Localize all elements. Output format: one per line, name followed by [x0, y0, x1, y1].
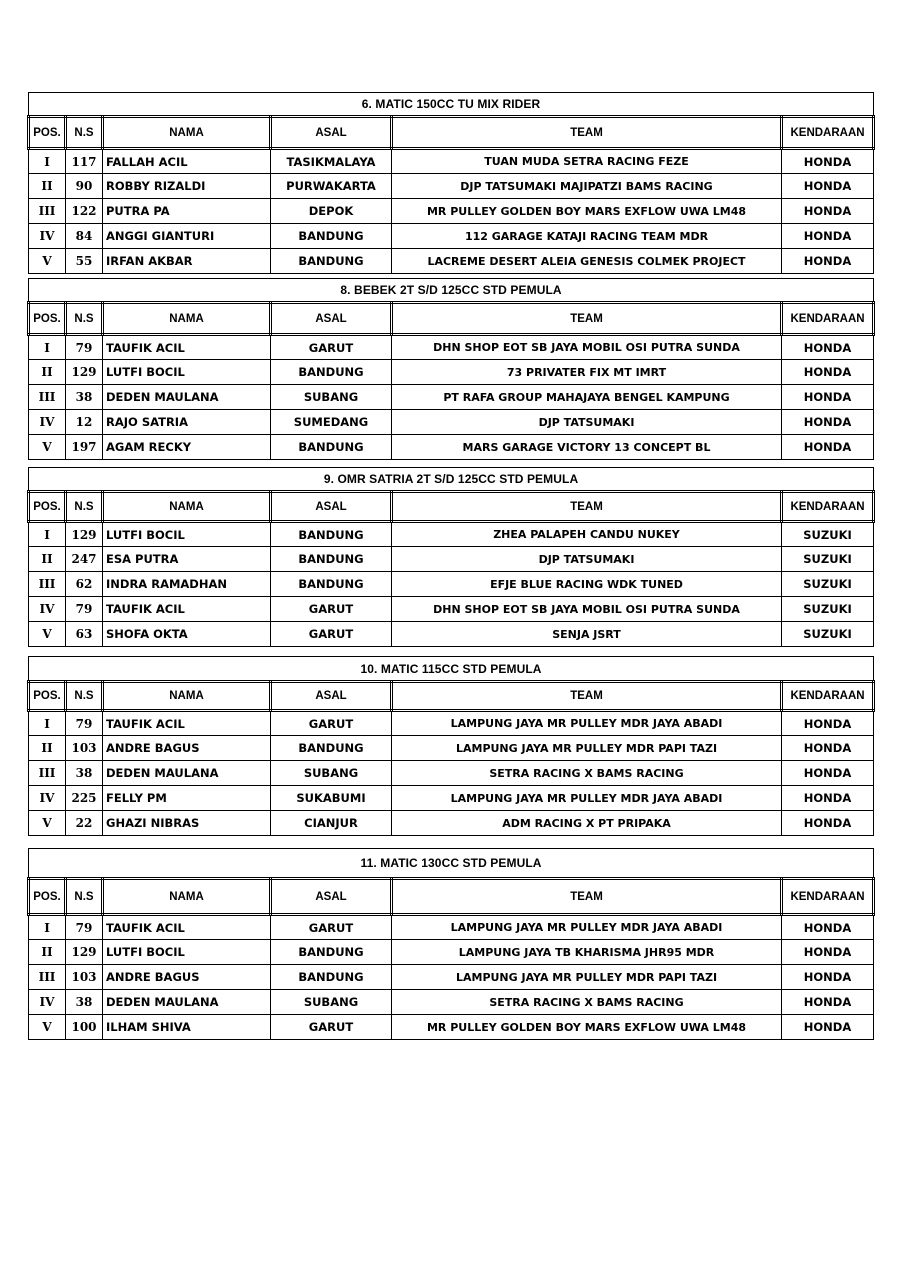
table-row	[29, 965, 874, 990]
cell-pos: IV	[29, 786, 66, 811]
cell-kendaraan: HONDA	[782, 410, 874, 435]
cell-nama: DEDEN MAULANA	[103, 385, 271, 410]
cell-asal: BANDUNG	[271, 249, 392, 274]
cell-kendaraan: HONDA	[782, 1015, 874, 1040]
table-row	[29, 249, 874, 274]
cell-pos: II	[29, 547, 66, 572]
cell-kendaraan: HONDA	[782, 435, 874, 460]
cell-team: TUAN MUDA SETRA RACING FEZE	[392, 149, 782, 174]
cell-ns: 129	[66, 522, 103, 547]
cell-asal: SUMEDANG	[271, 410, 392, 435]
cell-kendaraan: SUZUKI	[782, 572, 874, 597]
cell-pos: I	[29, 711, 66, 736]
cell-ns: 103	[66, 736, 103, 761]
cell-pos: V	[29, 249, 66, 274]
race-table-10	[27, 656, 872, 836]
cell-ns: 129	[66, 360, 103, 385]
table-row	[29, 622, 874, 647]
table-row	[29, 786, 874, 811]
col-header-nama: NAMA	[103, 117, 271, 149]
table-row	[29, 1015, 874, 1040]
cell-asal: BANDUNG	[271, 547, 392, 572]
cell-ns: 225	[66, 786, 103, 811]
col-header-kendaraan: KENDARAAN	[782, 303, 874, 335]
cell-pos: II	[29, 736, 66, 761]
cell-team: LACREME DESERT ALEIA GENESIS COLMEK PROJECT	[392, 249, 782, 274]
cell-pos: I	[29, 149, 66, 174]
col-header-asal: ASAL	[271, 303, 392, 335]
table-row	[29, 335, 874, 360]
cell-ns: 129	[66, 940, 103, 965]
cell-asal: BANDUNG	[271, 522, 392, 547]
cell-kendaraan: HONDA	[782, 360, 874, 385]
cell-ns: 84	[66, 224, 103, 249]
cell-kendaraan: HONDA	[782, 149, 874, 174]
cell-nama: DEDEN MAULANA	[103, 990, 271, 1015]
cell-team: EFJE BLUE RACING WDK TUNED	[392, 572, 782, 597]
cell-pos: V	[29, 622, 66, 647]
cell-team: ADM RACING X PT PRIPAKA	[392, 811, 782, 836]
cell-team: LAMPUNG JAYA MR PULLEY MDR PAPI TAZI	[392, 965, 782, 990]
table-row	[29, 224, 874, 249]
cell-kendaraan: HONDA	[782, 199, 874, 224]
cell-kendaraan: SUZUKI	[782, 547, 874, 572]
col-header-team: TEAM	[392, 682, 782, 711]
cell-pos: III	[29, 761, 66, 786]
cell-team: SETRA RACING X BAMS RACING	[392, 761, 782, 786]
cell-pos: III	[29, 385, 66, 410]
cell-ns: 247	[66, 547, 103, 572]
cell-asal: BANDUNG	[271, 224, 392, 249]
cell-ns: 22	[66, 811, 103, 836]
cell-asal: CIANJUR	[271, 811, 392, 836]
cell-nama: TAUFIK ACIL	[103, 915, 271, 940]
race-title: 10. MATIC 115CC STD PEMULA	[29, 657, 874, 682]
col-header-asal: ASAL	[271, 117, 392, 149]
table-row	[29, 761, 874, 786]
cell-team: MR PULLEY GOLDEN BOY MARS EXFLOW UWA LM48	[392, 199, 782, 224]
cell-ns: 90	[66, 174, 103, 199]
cell-team: DHN SHOP EOT SB JAYA MOBIL OSI PUTRA SUNDA	[392, 597, 782, 622]
cell-asal: BANDUNG	[271, 435, 392, 460]
cell-asal: SUBANG	[271, 990, 392, 1015]
cell-ns: 62	[66, 572, 103, 597]
cell-asal: BANDUNG	[271, 965, 392, 990]
cell-asal: SUBANG	[271, 761, 392, 786]
cell-nama: INDRA RAMADHAN	[103, 572, 271, 597]
table-row	[29, 990, 874, 1015]
cell-nama: ANGGI GIANTURI	[103, 224, 271, 249]
cell-ns: 103	[66, 965, 103, 990]
cell-ns: 38	[66, 385, 103, 410]
cell-nama: LUTFI BOCIL	[103, 522, 271, 547]
table-row	[29, 736, 874, 761]
cell-kendaraan: HONDA	[782, 711, 874, 736]
cell-ns: 197	[66, 435, 103, 460]
cell-team: MR PULLEY GOLDEN BOY MARS EXFLOW UWA LM48	[392, 1015, 782, 1040]
col-header-kendaraan: KENDARAAN	[782, 879, 874, 915]
cell-pos: I	[29, 915, 66, 940]
col-header-pos: POS.	[29, 303, 66, 335]
race-title: 11. MATIC 130CC STD PEMULA	[29, 849, 874, 879]
cell-nama: LUTFI BOCIL	[103, 360, 271, 385]
table-row	[29, 385, 874, 410]
race-title: 8. BEBEK 2T S/D 125CC STD PEMULA	[29, 279, 874, 303]
col-header-pos: POS.	[29, 117, 66, 149]
race-table-9	[27, 467, 872, 647]
race-title: 6. MATIC 150CC TU MIX RIDER	[29, 93, 874, 117]
table-row	[29, 522, 874, 547]
cell-asal: GARUT	[271, 915, 392, 940]
cell-asal: SUKABUMI	[271, 786, 392, 811]
cell-nama: ANDRE BAGUS	[103, 736, 271, 761]
cell-team: SETRA RACING X BAMS RACING	[392, 990, 782, 1015]
cell-team: PT RAFA GROUP MAHAJAYA BENGEL KAMPUNG	[392, 385, 782, 410]
col-header-nama: NAMA	[103, 879, 271, 915]
cell-ns: 63	[66, 622, 103, 647]
cell-kendaraan: SUZUKI	[782, 522, 874, 547]
col-header-nama: NAMA	[103, 303, 271, 335]
cell-team: DHN SHOP EOT SB JAYA MOBIL OSI PUTRA SUNDA	[392, 335, 782, 360]
table-row	[29, 572, 874, 597]
cell-kendaraan: HONDA	[782, 990, 874, 1015]
cell-asal: BANDUNG	[271, 572, 392, 597]
col-header-team: TEAM	[392, 492, 782, 522]
cell-nama: ESA PUTRA	[103, 547, 271, 572]
col-header-nama: NAMA	[103, 682, 271, 711]
race-table-6	[27, 92, 872, 274]
col-header-pos: POS.	[29, 682, 66, 711]
cell-nama: ANDRE BAGUS	[103, 965, 271, 990]
cell-asal: GARUT	[271, 622, 392, 647]
cell-team: LAMPUNG JAYA MR PULLEY MDR JAYA ABADI	[392, 711, 782, 736]
cell-ns: 100	[66, 1015, 103, 1040]
cell-team: 112 GARAGE KATAJI RACING TEAM MDR	[392, 224, 782, 249]
col-header-kendaraan: KENDARAAN	[782, 117, 874, 149]
cell-team: DJP TATSUMAKI	[392, 410, 782, 435]
cell-kendaraan: HONDA	[782, 174, 874, 199]
cell-nama: IRFAN AKBAR	[103, 249, 271, 274]
col-header-ns: N.S	[66, 879, 103, 915]
cell-team: DJP TATSUMAKI MAJIPATZI BAMS RACING	[392, 174, 782, 199]
table-row	[29, 940, 874, 965]
cell-ns: 79	[66, 335, 103, 360]
col-header-team: TEAM	[392, 879, 782, 915]
cell-pos: IV	[29, 597, 66, 622]
col-header-team: TEAM	[392, 303, 782, 335]
cell-nama: TAUFIK ACIL	[103, 711, 271, 736]
cell-pos: II	[29, 174, 66, 199]
cell-kendaraan: SUZUKI	[782, 597, 874, 622]
cell-pos: I	[29, 335, 66, 360]
cell-pos: III	[29, 965, 66, 990]
cell-nama: AGAM RECKY	[103, 435, 271, 460]
table-row	[29, 811, 874, 836]
cell-ns: 79	[66, 711, 103, 736]
cell-nama: GHAZI NIBRAS	[103, 811, 271, 836]
cell-kendaraan: HONDA	[782, 786, 874, 811]
cell-kendaraan: HONDA	[782, 940, 874, 965]
cell-kendaraan: HONDA	[782, 249, 874, 274]
cell-team: LAMPUNG JAYA MR PULLEY MDR JAYA ABADI	[392, 786, 782, 811]
table-row	[29, 174, 874, 199]
cell-team: MARS GARAGE VICTORY 13 CONCEPT BL	[392, 435, 782, 460]
table-row	[29, 410, 874, 435]
cell-nama: SHOFA OKTA	[103, 622, 271, 647]
table-row	[29, 597, 874, 622]
race-table-11	[27, 848, 872, 1040]
cell-ns: 79	[66, 915, 103, 940]
table-row	[29, 915, 874, 940]
cell-nama: PUTRA PA	[103, 199, 271, 224]
cell-ns: 55	[66, 249, 103, 274]
cell-kendaraan: HONDA	[782, 965, 874, 990]
cell-ns: 38	[66, 761, 103, 786]
cell-kendaraan: HONDA	[782, 761, 874, 786]
col-header-ns: N.S	[66, 117, 103, 149]
cell-nama: LUTFI BOCIL	[103, 940, 271, 965]
cell-team: DJP TATSUMAKI	[392, 547, 782, 572]
cell-pos: IV	[29, 410, 66, 435]
cell-asal: DEPOK	[271, 199, 392, 224]
cell-kendaraan: HONDA	[782, 335, 874, 360]
table-row	[29, 360, 874, 385]
cell-asal: GARUT	[271, 711, 392, 736]
cell-team: 73 PRIVATER FIX MT IMRT	[392, 360, 782, 385]
race-table-8	[27, 278, 872, 460]
cell-asal: SUBANG	[271, 385, 392, 410]
col-header-team: TEAM	[392, 117, 782, 149]
cell-kendaraan: HONDA	[782, 385, 874, 410]
cell-pos: V	[29, 811, 66, 836]
cell-asal: GARUT	[271, 597, 392, 622]
col-header-asal: ASAL	[271, 492, 392, 522]
cell-ns: 117	[66, 149, 103, 174]
cell-kendaraan: HONDA	[782, 915, 874, 940]
cell-ns: 38	[66, 990, 103, 1015]
cell-nama: ILHAM SHIVA	[103, 1015, 271, 1040]
cell-kendaraan: HONDA	[782, 811, 874, 836]
cell-team: SENJA JSRT	[392, 622, 782, 647]
cell-kendaraan: HONDA	[782, 736, 874, 761]
cell-asal: TASIKMALAYA	[271, 149, 392, 174]
cell-nama: FALLAH ACIL	[103, 149, 271, 174]
table-row	[29, 547, 874, 572]
cell-ns: 12	[66, 410, 103, 435]
cell-pos: III	[29, 572, 66, 597]
cell-ns: 122	[66, 199, 103, 224]
cell-nama: ROBBY RIZALDI	[103, 174, 271, 199]
cell-nama: TAUFIK ACIL	[103, 335, 271, 360]
col-header-pos: POS.	[29, 879, 66, 915]
race-title: 9. OMR SATRIA 2T S/D 125CC STD PEMULA	[29, 468, 874, 492]
cell-team: LAMPUNG JAYA TB KHARISMA JHR95 MDR	[392, 940, 782, 965]
cell-pos: I	[29, 522, 66, 547]
cell-team: ZHEA PALAPEH CANDU NUKEY	[392, 522, 782, 547]
cell-asal: BANDUNG	[271, 736, 392, 761]
cell-nama: TAUFIK ACIL	[103, 597, 271, 622]
cell-asal: BANDUNG	[271, 940, 392, 965]
cell-pos: II	[29, 360, 66, 385]
table-row	[29, 711, 874, 736]
cell-pos: III	[29, 199, 66, 224]
cell-pos: V	[29, 435, 66, 460]
cell-team: LAMPUNG JAYA MR PULLEY MDR PAPI TAZI	[392, 736, 782, 761]
cell-ns: 79	[66, 597, 103, 622]
cell-team: LAMPUNG JAYA MR PULLEY MDR JAYA ABADI	[392, 915, 782, 940]
cell-asal: BANDUNG	[271, 360, 392, 385]
cell-pos: IV	[29, 224, 66, 249]
cell-kendaraan: HONDA	[782, 224, 874, 249]
col-header-ns: N.S	[66, 682, 103, 711]
cell-asal: GARUT	[271, 1015, 392, 1040]
cell-nama: FELLY PM	[103, 786, 271, 811]
cell-asal: PURWAKARTA	[271, 174, 392, 199]
cell-kendaraan: SUZUKI	[782, 622, 874, 647]
cell-pos: IV	[29, 990, 66, 1015]
table-row	[29, 435, 874, 460]
col-header-asal: ASAL	[271, 682, 392, 711]
col-header-ns: N.S	[66, 303, 103, 335]
col-header-kendaraan: KENDARAAN	[782, 682, 874, 711]
cell-nama: DEDEN MAULANA	[103, 761, 271, 786]
col-header-pos: POS.	[29, 492, 66, 522]
col-header-kendaraan: KENDARAAN	[782, 492, 874, 522]
col-header-ns: N.S	[66, 492, 103, 522]
table-row	[29, 199, 874, 224]
col-header-asal: ASAL	[271, 879, 392, 915]
cell-asal: GARUT	[271, 335, 392, 360]
cell-nama: RAJO SATRIA	[103, 410, 271, 435]
col-header-nama: NAMA	[103, 492, 271, 522]
cell-pos: II	[29, 940, 66, 965]
cell-pos: V	[29, 1015, 66, 1040]
table-row	[29, 149, 874, 174]
